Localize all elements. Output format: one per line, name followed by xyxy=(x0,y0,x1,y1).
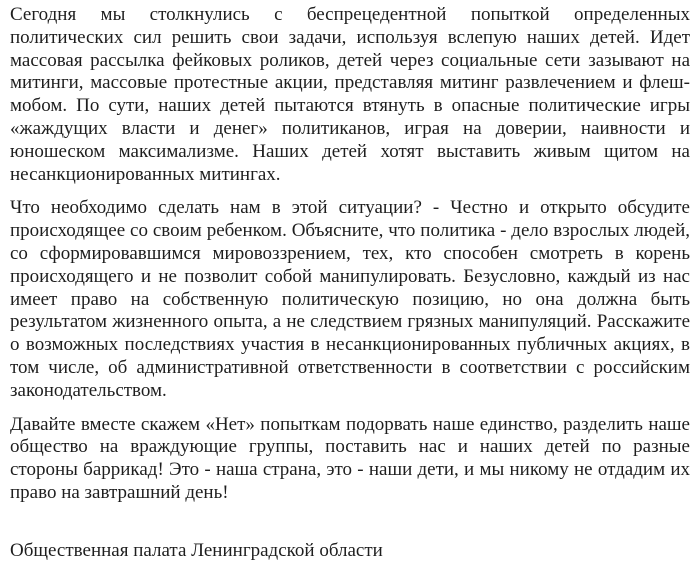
paragraph-1: Сегодня мы столкнулись с беспрецедентной попыткой определенных политических сил решить свои задачи, используя вслепую наших детей. Идет массовая рассылка фейковых роликов, детей через социальные сети зазывают на митинги, массовые протестные акции, представляя митинг развлечением и флеш-мобом. По сути, наших детей пытаются втянуть в опасные политические игры «жаждущих власти и денег» политиканов, играя на доверии, наивности и юношеском максимализме. Наших детей хотят выставить живым щитом на несанкционированных митингах. xyxy=(10,4,690,185)
paragraph-2: Что необходимо сделать нам в этой ситуации? - Честно и открыто обсудите происходящее со своим ребенком. Объясните, что политика - дело взрослых людей, со сформировавшимся мировоззрением, тех, кто способен смотреть в корень происходящего и не позволит собой манипулировать. Безусловно, каждый из нас имеет право на собственную политическую позицию, но она должна быть результатом жизненного опыта, а не следствием грязных манипуляций. Расскажите о возможных последствиях участия в несанкционированных публичных акциях, в том числе, об административной ответственности в соответствии с российским законодательством. xyxy=(10,197,690,401)
paragraph-3: Давайте вместе скажем «Нет» попыткам подорвать наше единство, разделить наше общество на враждующие группы, поставить нас и наших детей по разные стороны баррикад! Это - наша страна, это - наши дети, и мы никому не отдадим их право на завтрашний день! xyxy=(10,413,690,503)
signature: Общественная палата Ленинградской области xyxy=(10,540,383,561)
